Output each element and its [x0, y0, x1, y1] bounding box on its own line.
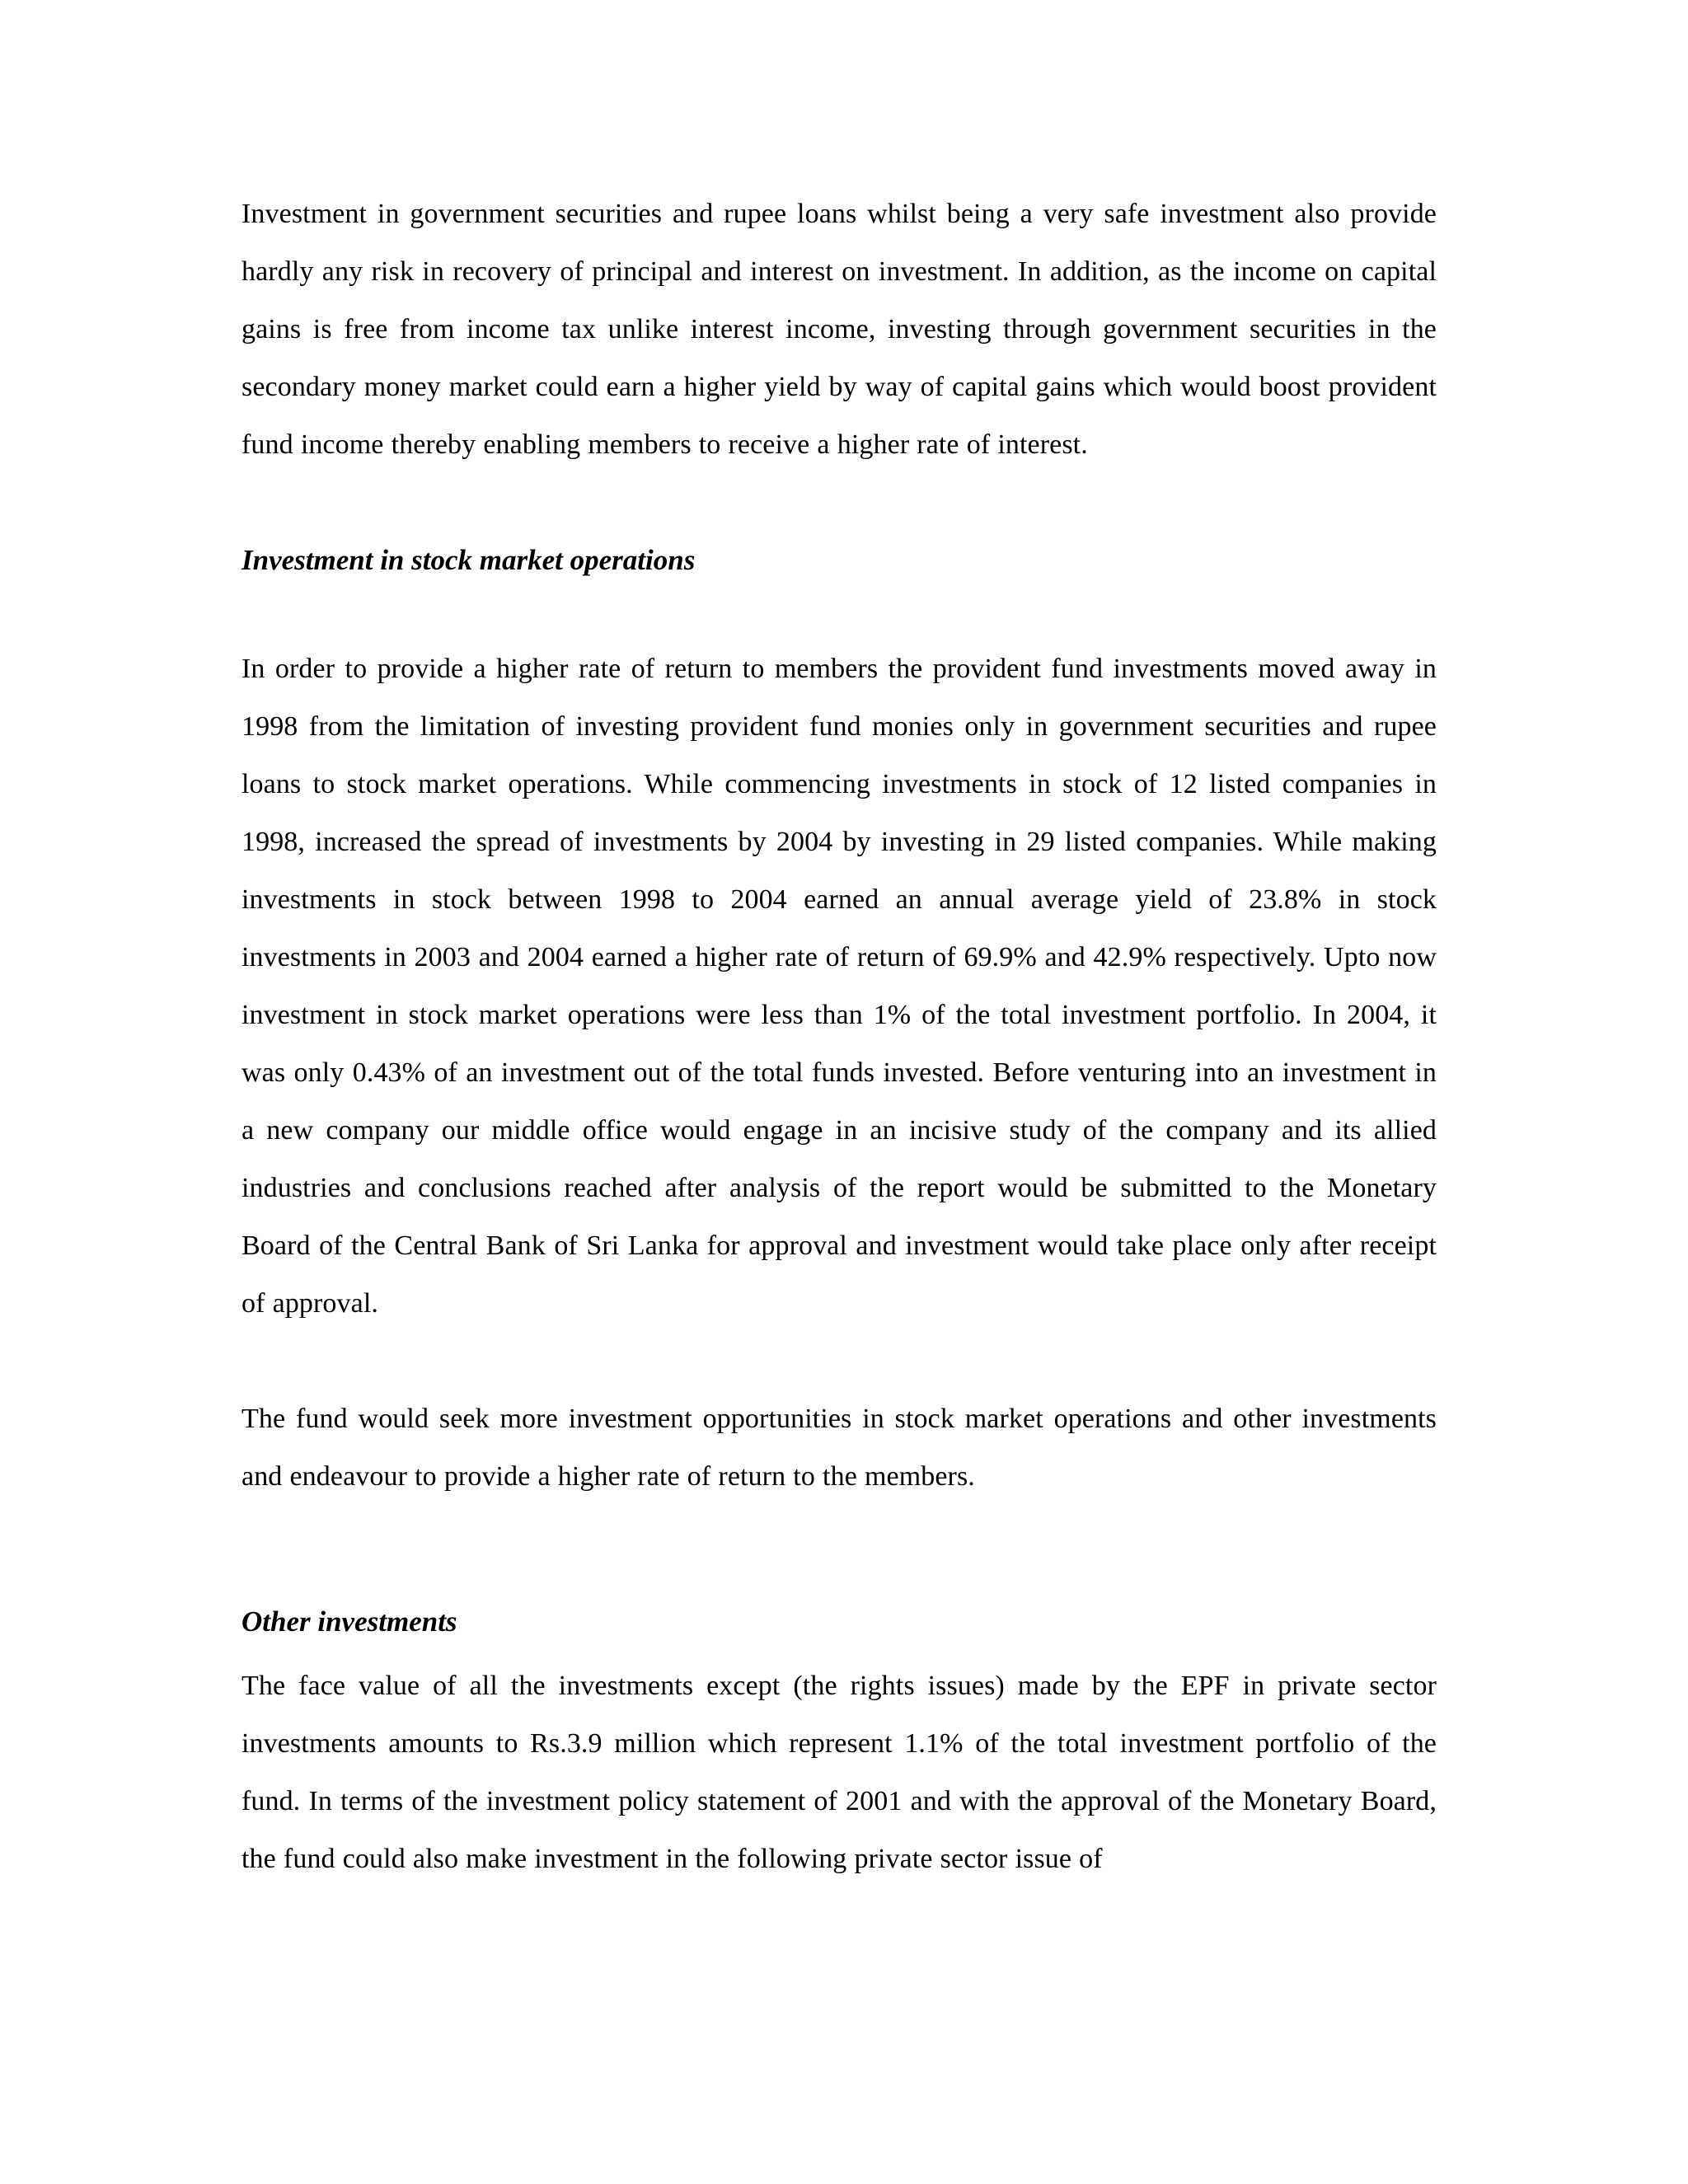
spacer-before-seek-paragraph	[241, 1333, 1437, 1390]
spacer-after-other-investments-heading	[241, 1651, 1437, 1657]
spacer-before-stock-heading	[241, 474, 1437, 532]
paragraph-government-securities: Investment in government securities and rupee loans whilst being a very safe investment also provide hardly any risk in recovery of principal and interest on investment. In addition, as the income on capital gains is free from income tax unlike interest income, investing through government securities in the secondary money market could earn a higher yield by way of capital gains which would boost provident fund income thereby enabling members to receive a higher rate of interest.	[241, 199, 1437, 460]
paragraph-stock-market-operations: In order to provide a higher rate of return to members the provident fund investments moved away in 1998 from the limitation of investing provident fund monies only in government securities and rupee loans to stock market operations. While commencing investments in stock of 12 listed companies in 1998, increased the spread of investments by 2004 by investing in 29 listed companies. While making investments in stock between 1998 to 2004 earned an annual average yield of 23.8% in stock investments in 2003 and 2004 earned a higher rate of return of 69.9% and 42.9% respectively. Upto now investment in stock market operations were less than 1% of the total investment portfolio. In 2004, it was only 0.43% of an investment out of the total funds invested. Before venturing into an investment in a new company our middle office would engage in an incisive study of the company and its allied industries and conclusions reached after analysis of the report would be submitted to the Monetary Board of the Central Bank of Sri Lanka for approval and investment would take place only after receipt of approval.	[241, 654, 1437, 1319]
heading-investment-in-stock-market-operations: Investment in stock market operations	[241, 544, 696, 576]
heading-other-investments: Other investments	[241, 1605, 457, 1638]
spacer-before-other-investments-heading	[241, 1506, 1437, 1563]
paragraph-seek-more-opportunities: The fund would seek more investment opportunities in stock market operations and other investments and endeavour to provide a higher rate of return to the members.	[241, 1404, 1437, 1492]
spacer-after-stock-heading	[241, 589, 1437, 640]
spacer-extra-before-other-investments	[241, 1563, 1437, 1593]
paragraph-other-investments: The face value of all the investments except (the rights issues) made by the EPF in private sector investments amounts to Rs.3.9 million which represent 1.1% of the total investment portfolio of the fund. In terms of the investment policy statement of 2001 and with the approval of the Monetary Board, the fund could also make investment in the following private sector issue of	[241, 1671, 1437, 1874]
document-text-column	[241, 185, 1437, 1888]
